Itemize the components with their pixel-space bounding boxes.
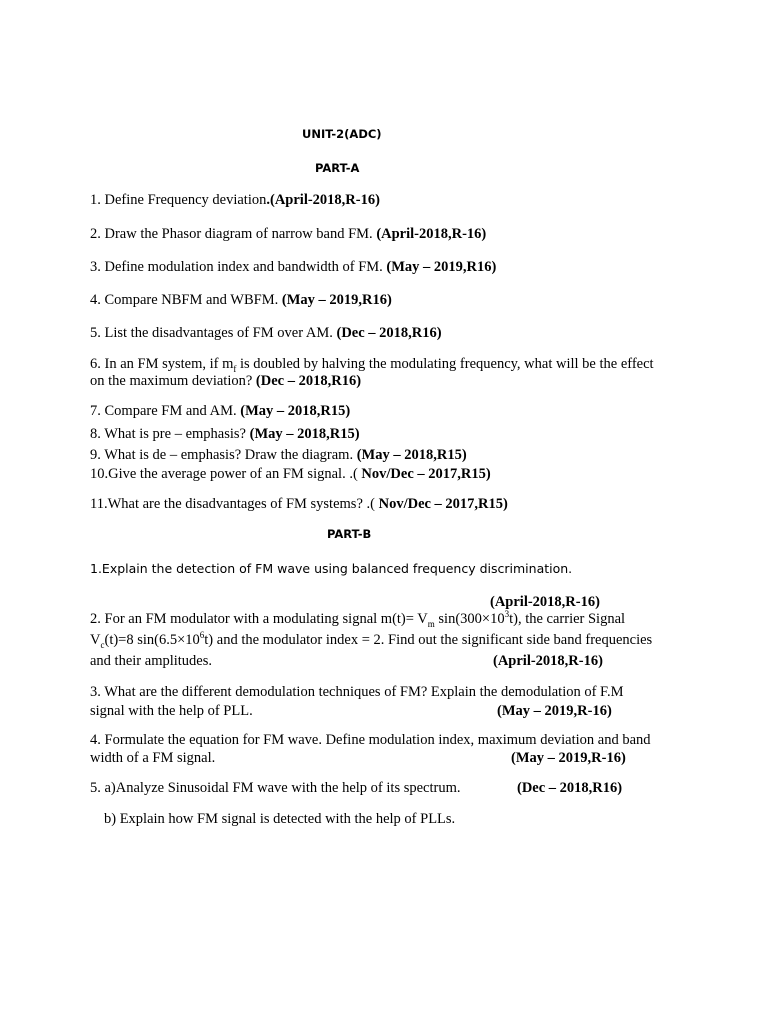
question-text: 9. What is de – emphasis? Draw the diagram. (90, 447, 357, 463)
part-b-q4-line1: 4. Formulate the equation for FM wave. Define modulation index, maximum deviation and band (90, 732, 651, 748)
question-text: V (90, 632, 101, 648)
part-b-heading: PART-B (327, 527, 372, 541)
part-b-q2-line3: and their amplitudes. (90, 653, 213, 669)
part-b-q4-tag: (May – 2019,R-16) (511, 750, 626, 766)
exam-tag: (May – 2018,R15) (356, 447, 467, 463)
question-text: 3. Define modulation index and bandwidth of FM. (90, 259, 387, 275)
part-a-q9 (90, 447, 467, 464)
part-a-q4 (90, 292, 392, 309)
part-b-q2-line1 (90, 611, 625, 628)
exam-tag: (May – 2019,R16) (386, 259, 497, 275)
exam-tag: (Dec – 2018,R16) (255, 373, 362, 389)
part-a-q2 (90, 226, 486, 243)
exam-tag: .(April-2018,R-16) (266, 192, 380, 208)
question-text: 7. Compare FM and AM. (90, 403, 241, 419)
part-a-q1 (90, 192, 380, 209)
subscript: f (233, 363, 237, 374)
question-text: on the maximum deviation? (90, 373, 256, 389)
exam-tag: (May – 2019,R16) (281, 292, 392, 308)
question-text: (t)=8 sin(6.5×10 (104, 632, 200, 648)
question-text: 4. Compare NBFM and WBFM. (90, 292, 282, 308)
part-b-q2-tag: (April-2018,R-16) (493, 653, 603, 669)
part-a-heading: PART-A (315, 161, 360, 175)
subscript: m (427, 618, 435, 629)
part-a-q3 (90, 259, 496, 276)
part-a-q10 (90, 466, 491, 483)
part-a-q8 (90, 426, 360, 443)
question-text: is doubled by halving the modulating frequency, what will be the effect (236, 356, 654, 372)
exam-tag: (April-2018,R-16) (376, 226, 487, 242)
part-b-q3-line2: signal with the help of PLL. (90, 703, 253, 719)
exam-tag: Nov/Dec – 2017,R15) (378, 496, 508, 512)
part-b-q5b: b) Explain how FM signal is detected with the help of PLLs. (104, 811, 456, 827)
unit-heading: UNIT-2(ADC) (302, 127, 382, 141)
question-text: 6. In an FM system, if m (90, 356, 234, 372)
superscript: 6 (199, 630, 205, 641)
part-a-q11 (90, 496, 508, 513)
subscript: c (100, 639, 105, 650)
question-text: 1. Define Frequency deviation (90, 192, 267, 208)
part-a-q7 (90, 403, 350, 420)
exam-tag: (Dec – 2018,R16) (336, 325, 442, 341)
question-text: 2. For an FM modulator with a modulating signal m(t)= V (90, 611, 428, 627)
superscript: 3 (504, 609, 510, 620)
part-b-q5-tag: (Dec – 2018,R16) (517, 780, 623, 796)
exam-tag: Nov/Dec – 2017,R15) (361, 466, 491, 482)
question-text: 10.Give the average power of an FM signal. .( (90, 466, 362, 482)
question-text: sin(300×10 (434, 611, 505, 627)
part-a-q6-line1 (90, 356, 654, 373)
question-text: 5. List the disadvantages of FM over AM. (90, 325, 337, 341)
question-text: t) and the modulator index = 2. Find out the significant side band frequencies (204, 632, 653, 648)
question-text: 8. What is pre – emphasis? (90, 426, 250, 442)
part-b-q3-line1: 3. What are the different demodulation techniques of FM? Explain the demodulation of F.M (90, 684, 624, 700)
part-a-q6-line2 (90, 373, 361, 390)
question-text: 11.What are the disadvantages of FM systems? .( (90, 496, 379, 512)
question-text: t), the carrier Signal (509, 611, 626, 627)
question-text: 2. Draw the Phasor diagram of narrow band FM. (90, 226, 377, 242)
part-b-q4-line2: width of a FM signal. (90, 750, 216, 766)
part-b-q1: 1.Explain the detection of FM wave using balanced frequency discrimination. (90, 561, 573, 576)
part-b-q2-line2 (90, 632, 652, 649)
part-b-q3-tag: (May – 2019,R-16) (497, 703, 612, 719)
exam-tag: (May – 2018,R15) (249, 426, 360, 442)
part-a-q5 (90, 325, 442, 342)
exam-tag: (May – 2018,R15) (240, 403, 351, 419)
part-b-q5a: 5. a)Analyze Sinusoidal FM wave with the help of its spectrum. (90, 780, 461, 796)
part-b-q1-tag: (April-2018,R-16) (490, 594, 600, 610)
